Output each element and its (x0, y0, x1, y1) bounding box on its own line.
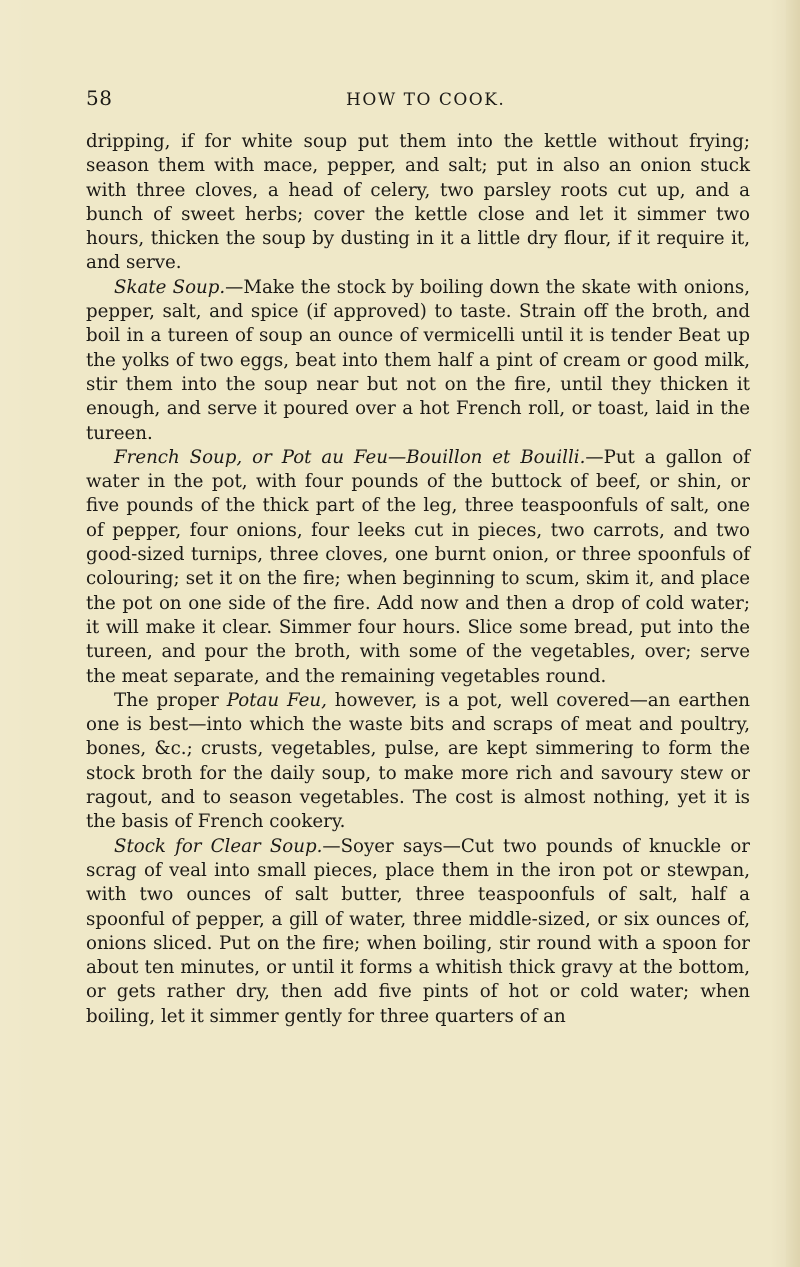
paragraph-clear-soup-stock (86, 835, 750, 1029)
paragraph-french-soup (86, 446, 750, 689)
running-title: HOW TO COOK. (346, 90, 506, 110)
paragraph-lead-italic: Potau Feu, (226, 689, 327, 711)
recipe-heading: Stock for Clear Soup. (114, 835, 323, 857)
page-number: 58 (86, 86, 113, 110)
page-edge (786, 0, 800, 1267)
paragraph-text: dripping, if for white soup put them into the kettle without frying; season them with mace, pepper, and salt; put in also an onion stuck with three cloves, a head of celery, two parsley roots cut up, and a bunch of sweet herbs; cover the kettle close and let it simmer two hours, thicken the soup by dusting in it a little dry flour, if it require it, and serve. (86, 131, 750, 274)
paragraph-text: however, is a pot, well covered—an earthen one is best—into which the waste bits and scraps of meat and poultry, bones, &c.; crusts, vegetables, pulse, are kept simmering to form the stock broth for the daily soup, to make more rich and savoury stew or ragout, and to season vegetables. The cost is almost nothing, yet it is the basis of French cookery. (86, 689, 751, 833)
recipe-heading: French Soup, or Pot au Feu—Bouillon et Bouilli. (114, 446, 586, 468)
paragraph-pot-au-feu (86, 689, 750, 835)
running-head (86, 86, 754, 116)
paragraph-text: —Put a gallon of water in the pot, with four pounds of the buttock of beef, or shin, or five pounds of the thick part of the leg, three teaspoonfuls of salt, one of pepper, four onions, four leeks cut in pieces, two carrots, and two good-sized turnips, three cloves, one burnt onion, or three spoonfuls of colouring; set it on the fire; when beginning to scum, skim it, and place the pot on one side of the fire. Add now and then a drop of cold water; it will make it clear. Simmer four hours. Slice some bread, put into the tureen, and pour the broth, with some of the vegetables, over; serve the meat separate, and the remaining vegetables round. (86, 446, 750, 687)
paragraph-text: —Soyer says—Cut two pounds of knuckle or scrag of veal into small pieces, place them in the iron pot or stewpan, with two ounces of salt butter, three teaspoonfuls of salt, half a spoonful of pepper, a gill of water, three middle-sized, or six ounces of, onions sliced. Put on the fire; when boiling, stir round with a spoon for about ten minutes, or until it forms a whitish thick gravy at the bottom, or gets rather dry, then add five pints of hot or cold water; when boiling, let it simmer gently for three quarters of an (86, 835, 751, 1027)
recipe-heading: Skate Soup. (114, 276, 226, 298)
paragraph-dripping (86, 130, 750, 276)
paragraph-lead: The proper (114, 689, 227, 711)
paragraph-skate-soup (86, 276, 750, 446)
paragraph-text: —Make the stock by boiling down the skate with onions, pepper, salt, and spice (if approved) to taste. Strain off the broth, and boil in a tureen of soup an ounce of vermicelli until it is tender Beat up the yolks of two eggs, beat into them half a pint of cream or good milk, stir them into the soup near but not on the fire, until they thicken it enough, and serve it poured over a hot French roll, or toast, laid in the tureen. (86, 276, 750, 444)
body-text (86, 130, 750, 1029)
